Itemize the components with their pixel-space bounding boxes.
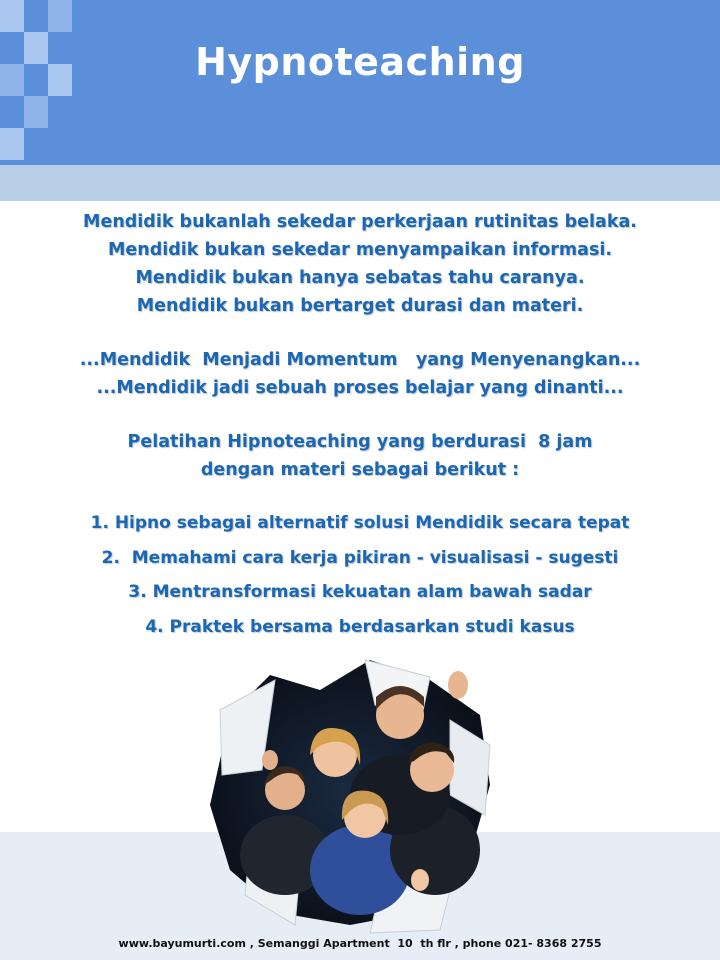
text-line: Mendidik bukan hanya sebatas tahu caranya. — [135, 268, 585, 288]
header-stripe — [0, 165, 720, 201]
text-line: Mendidik bukan sekedar menyampaikan informasi. — [107, 240, 613, 260]
list-item: 1. Hipno sebagai alternatif solusi Mendidik secara tepat — [90, 513, 630, 533]
list-item: 4. Praktek bersama berdasarkan studi kasus — [145, 616, 575, 637]
page-title: Hypnoteaching — [195, 40, 525, 84]
text-line: ...Mendidik jadi sebuah proses belajar yang dinanti... — [96, 378, 624, 398]
footer-contact: www.bayumurti.com , Semanggi Apartment 10 th flr , phone 021- 8368 2755 — [118, 937, 602, 950]
text-line: Mendidik bukan bertarget durasi dan materi. — [136, 296, 584, 316]
text-line: Mendidik bukanlah sekedar perkerjaan rutinitas belaka. — [83, 212, 637, 232]
list-item: 2. Memahami cara kerja pikiran - visualisasi - sugesti — [101, 547, 619, 568]
decor-square — [48, 0, 72, 32]
list-item: 3. Mentransformasi kekuatan alam bawah sadar — [128, 582, 592, 602]
text-line: Pelatihan Hipnoteaching yang berdurasi 8 jam — [127, 432, 593, 452]
text-line: dengan materi sebagai berikut : — [200, 460, 520, 480]
decor-square — [0, 128, 24, 160]
group-photo — [200, 655, 500, 935]
decor-square — [0, 0, 24, 32]
text-line: ...Mendidik Menjadi Momentum yang Menyenangkan... — [79, 350, 641, 370]
main-content — [0, 208, 720, 644]
decor-square — [24, 96, 48, 128]
